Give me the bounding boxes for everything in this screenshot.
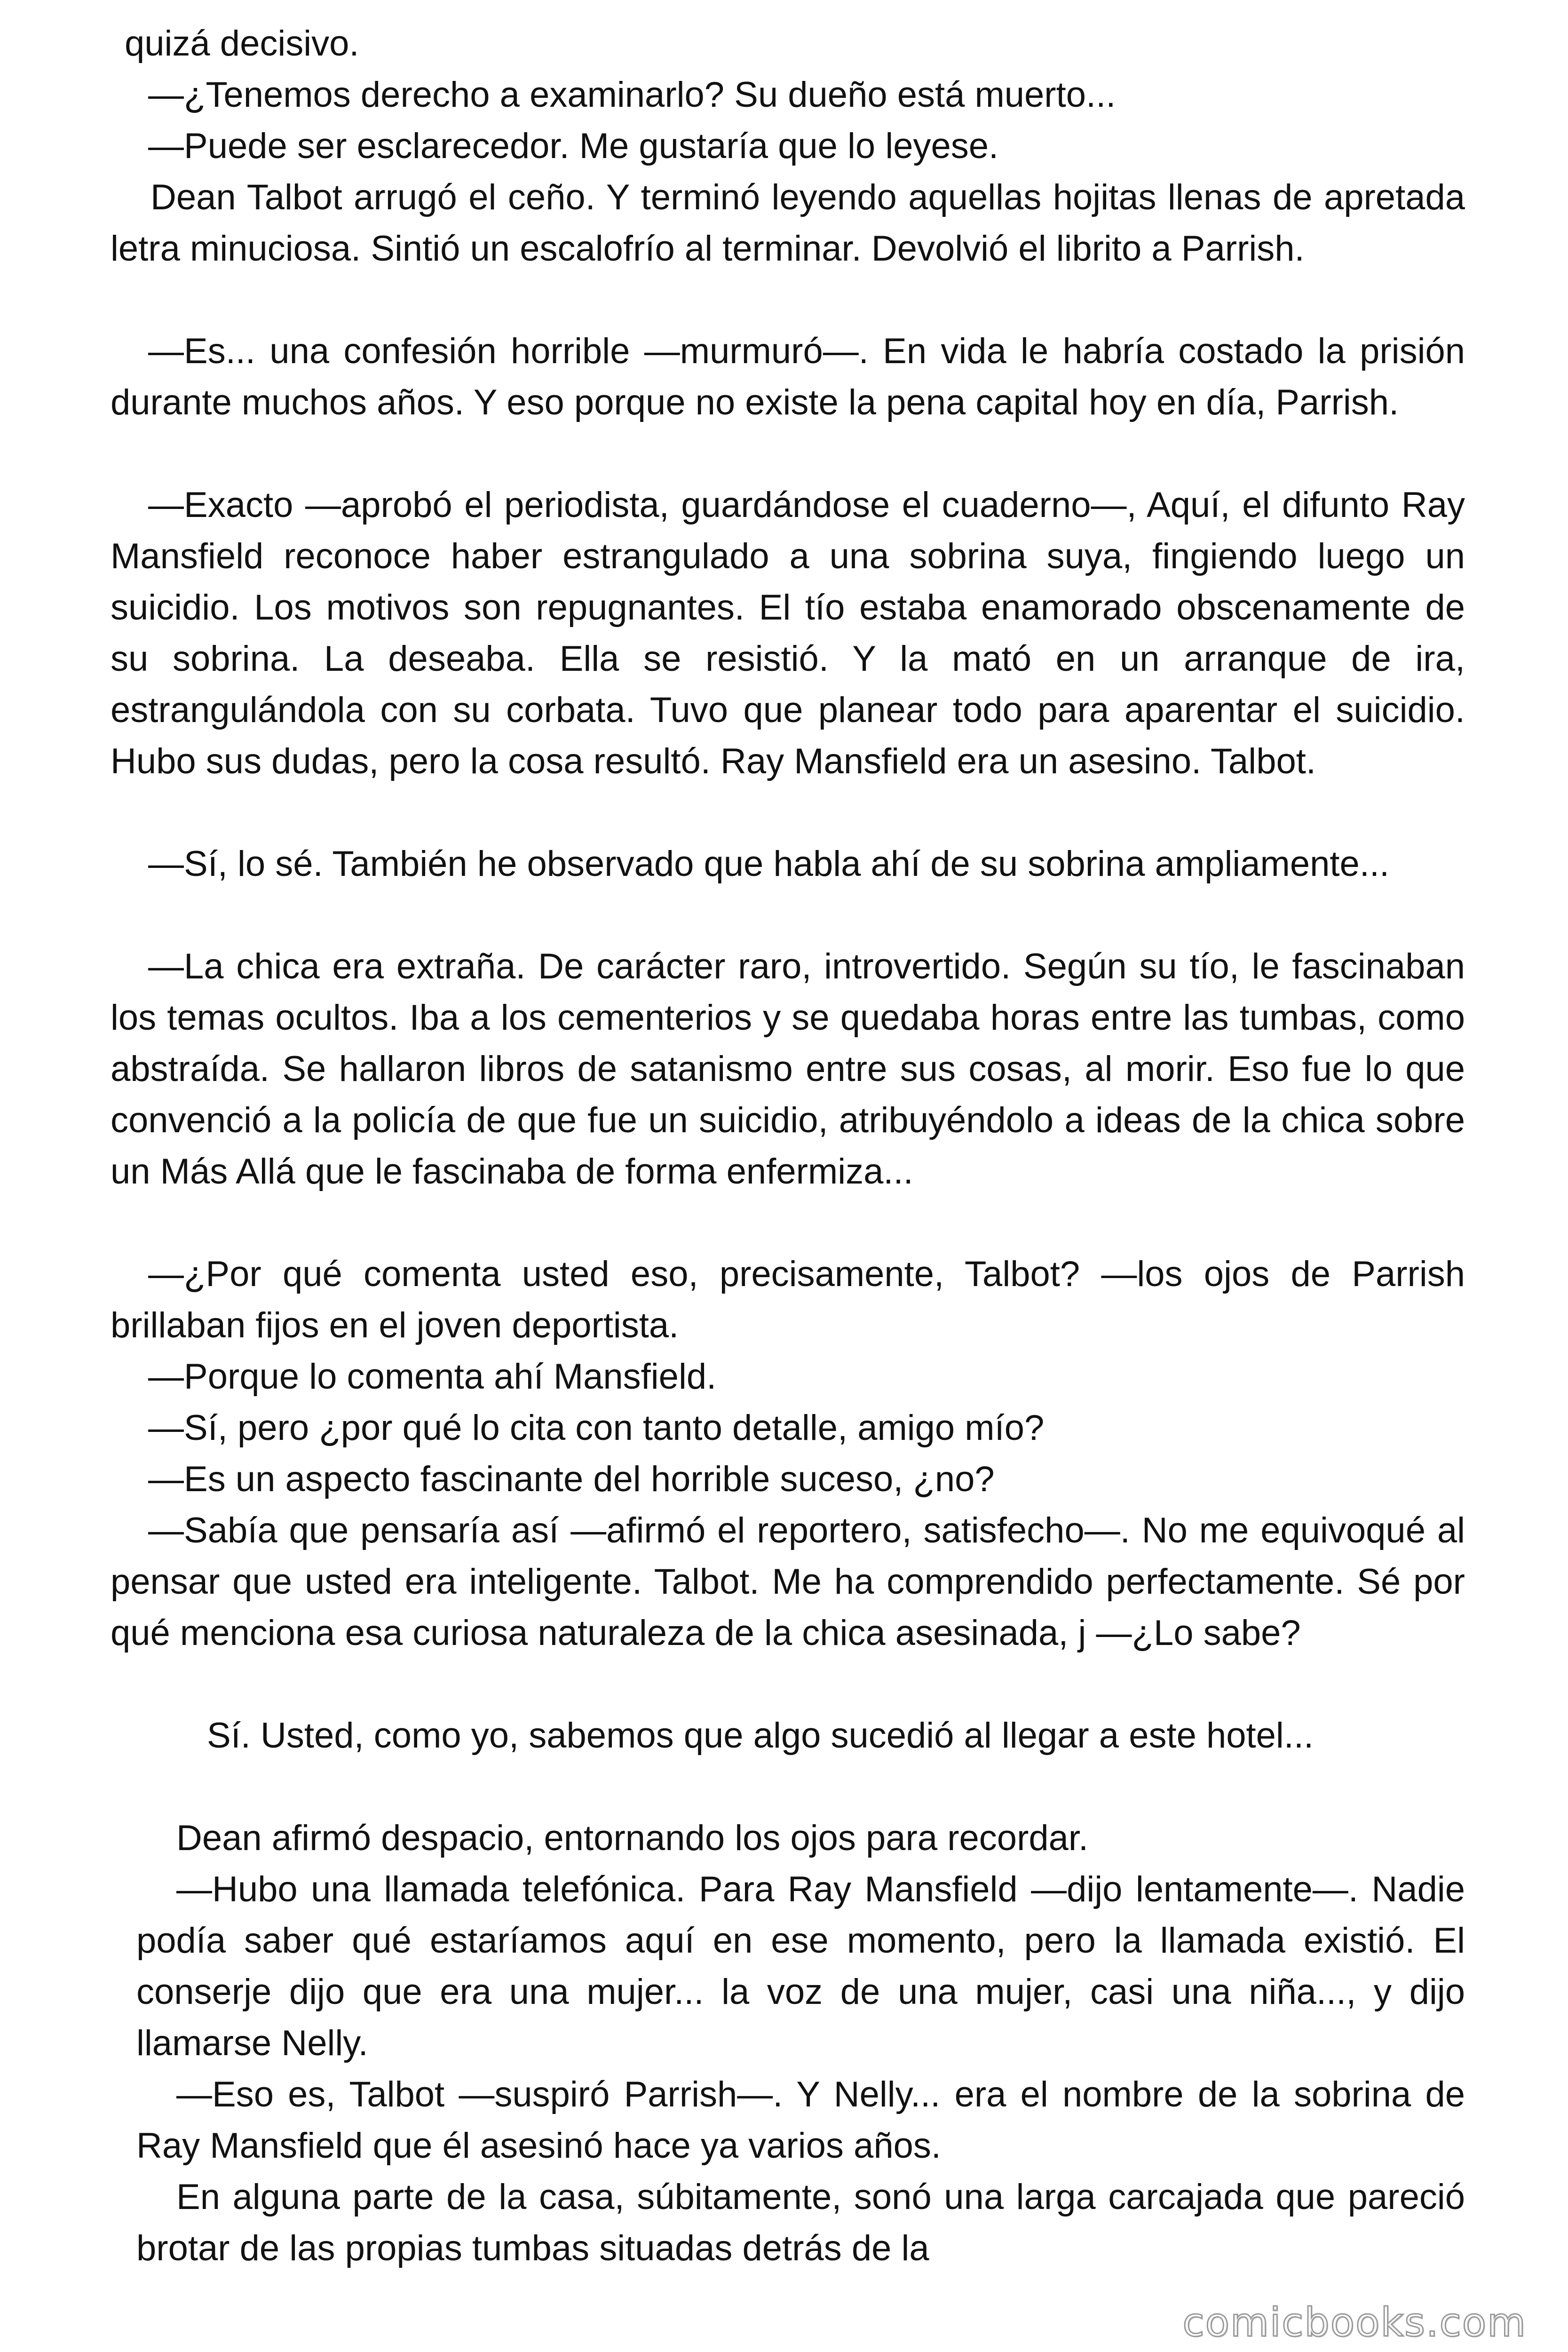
paragraph-4: Dean Talbot arrugó el ceño. Y terminó leyendo aquellas hojitas llenas de apretada letra minuciosa. Sintió un escalofrío al terminar. Devolvió el librito a Parrish.	[111, 177, 1465, 269]
paragraph-10: —Porque lo comenta ahí Mansfield.	[148, 1357, 717, 1397]
paragraph-14: Sí. Usted, como yo, sabemos que algo sucedió al llegar a este hotel...	[207, 1716, 1314, 1756]
watermark-logo: comicbooks.com	[1182, 2299, 1527, 2345]
paragraph-5: —Es... una confesión horrible —murmuró—. En vida le habría costado la prisión durante muchos años. Y eso porque no existe la pena capital hoy en día, Parrish.	[111, 331, 1465, 422]
paragraph-18: En alguna parte de la casa, súbitamente, sonó una larga carcajada que pareció brotar de las propias tumbas situadas detrás de la	[136, 2177, 1465, 2268]
paragraph-6: —Exacto —aprobó el periodista, guardándose el cuaderno—, Aquí, el difunto Ray Mansfield reconoce haber estrangulado a una sobrina suya, fingiendo luego un suicidio. Los motivos son repugnantes. El tío estaba enamorado obscenamente de su sobrina. La deseaba. Ella se resistió. Y la mató en un arranque de ira, estrangulándola con su corbata. Tuvo que planear todo para aparentar el suicidio. Hubo sus dudas, pero la cosa resultó. Ray Mansfield era un asesino. Talbot.	[111, 485, 1465, 781]
paragraph-2: —¿Tenemos derecho a examinarlo? Su dueño está muerto...	[148, 75, 1116, 115]
paragraph-13: —Sabía que pensaría así —afirmó el reportero, satisfecho—. No me equivoqué al pensar que usted era inteligente. Talbot. Me ha comprendido perfectamente. Sé por qué menciona esa curiosa naturaleza de la chica asesinada, j —¿Lo sabe?	[111, 1510, 1465, 1653]
paragraph-8: —La chica era extraña. De carácter raro, introvertido. Según su tío, le fascinaban los temas ocultos. Iba a los cementerios y se quedaba horas entre las tumbas, como abstraída. Se hallaron libros de satanismo entre sus cosas, al morir. Eso fue lo que convenció a la policía de que fue un suicidio, atribuyéndolo a ideas de la chica sobre un Más Allá que le fascinaba de forma enfermiza...	[111, 946, 1465, 1192]
paragraph-9: —¿Por qué comenta usted eso, precisamente, Talbot? —los ojos de Parrish brillaban fijos en el joven deportista.	[111, 1254, 1465, 1345]
paragraph-11: —Sí, pero ¿por qué lo cita con tanto detalle, amigo mío?	[148, 1408, 1045, 1448]
paragraph-7: —Sí, lo sé. También he observado que habla ahí de su sobrina ampliamente...	[148, 844, 1390, 884]
paragraph-16: —Hubo una llamada telefónica. Para Ray Mansfield —dijo lentamente—. Nadie podía saber qué estaríamos aquí en ese momento, pero la llamada existió. El conserje dijo que era una mujer... la voz de una mujer, casi una niña..., y dijo llamarse Nelly.	[136, 1869, 1465, 2063]
paragraph-17: —Eso es, Talbot —suspiró Parrish—. Y Nelly... era el nombre de la sobrina de Ray Mansfield que él asesinó hace ya varios años.	[136, 2074, 1465, 2166]
paragraph-3: —Puede ser esclarecedor. Me gustaría que lo leyese.	[148, 126, 999, 166]
paragraph-12: —Es un aspecto fascinante del horrible suceso, ¿no?	[148, 1459, 995, 1499]
paragraph-15: Dean afirmó despacio, entornando los ojos para recordar.	[176, 1818, 1089, 1858]
paragraph-1: quizá decisivo.	[125, 24, 359, 64]
